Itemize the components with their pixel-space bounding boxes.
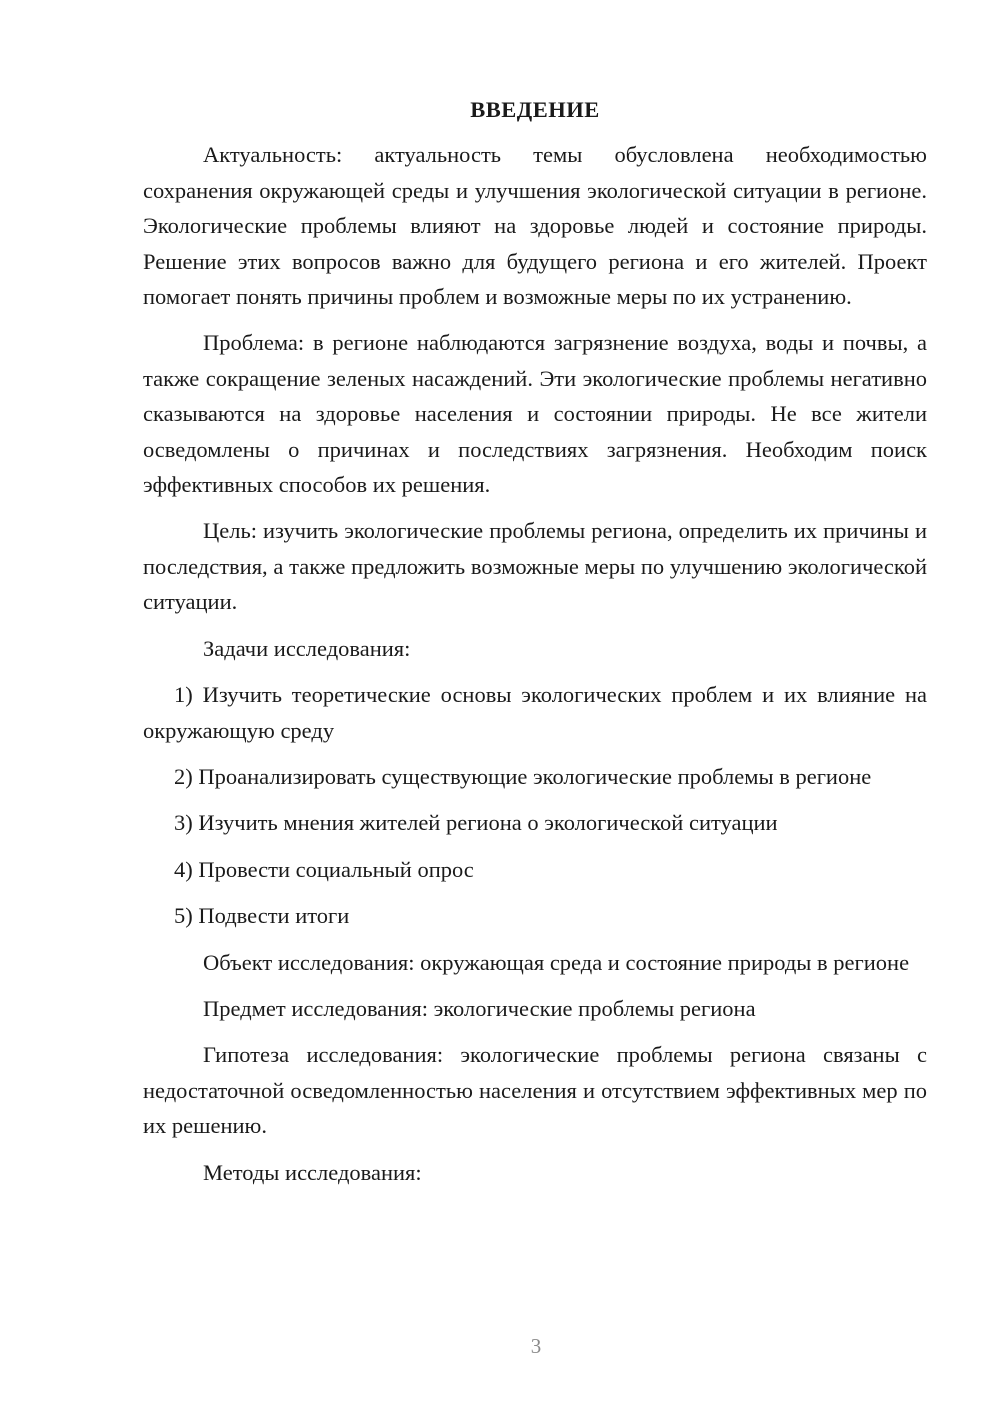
problem-paragraph: Проблема: в регионе наблюдаются загрязнение воздуха, воды и почвы, а также сокращение зеленых насаждений. Эти экологические проблемы негативно сказываются на здоровье населения и состоянии природы. Не все жители осведомлены о причинах и последствиях загрязнения. Необходим поиск эффективных способов их решения. [143,330,927,498]
page-number: 3 [530,1334,542,1358]
task-item-1: 1) Изучить теоретические основы экологических проблем и их влияние на окружающую среду [143,682,927,743]
goal-paragraph: Цель: изучить экологические проблемы региона, определить их причины и последствия, а также предложить возможные меры по улучшению экологической ситуации. [143,518,927,615]
task-item-4: 4) Провести социальный опрос [174,856,474,882]
document-page [143,92,927,1201]
object-paragraph: Объект исследования: окружающая среда и состояние природы в регионе [203,949,910,975]
task-item-5: 5) Подвести итоги [174,903,350,929]
task-item-2: 2) Проанализировать существующие экологические проблемы в регионе [174,763,872,789]
methods-heading: Методы исследования: [203,1159,422,1185]
subject-paragraph: Предмет исследования: экологические проблемы региона [203,995,756,1021]
section-title: ВВЕДЕНИЕ [470,97,600,122]
relevance-paragraph: Актуальность: актуальность темы обусловлена необходимостью сохранения окружающей среды и улучшения экологической ситуации в регионе. Экологические проблемы влияют на здоровье людей и состояние природы. Решение этих вопросов важно для будущего региона и его жителей. Проект помогает понять причины проблем и возможные меры по их устранению. [143,142,927,310]
task-item-3: 3) Изучить мнения жителей региона о экологической ситуации [174,810,778,836]
hypothesis-paragraph: Гипотеза исследования: экологические проблемы региона связаны с недостаточной осведомленностью населения и отсутствием эффективных мер по их решению. [143,1042,927,1139]
tasks-heading: Задачи исследования: [203,635,411,661]
